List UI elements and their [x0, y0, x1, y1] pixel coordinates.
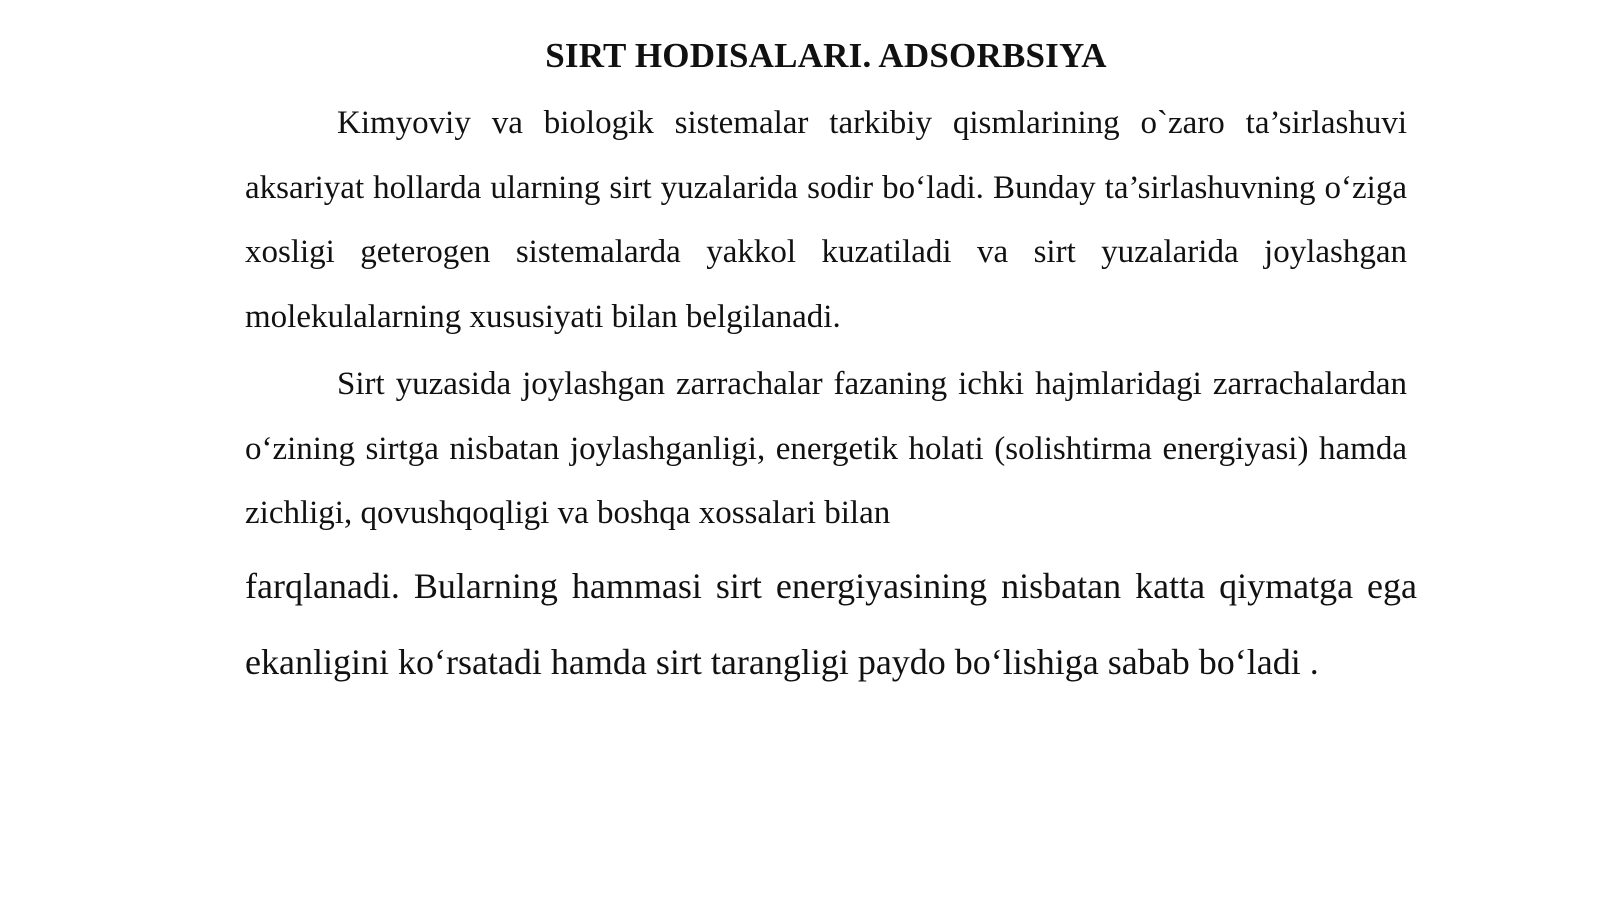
document-title: SIRT HODISALARI. ADSORBSIYA: [545, 36, 1107, 75]
paragraph-2: Sirt yuzasida joylashgan zarrachalar fazaning ichki hajmlaridagi zarrachalardan o‘zining sirtga nisbatan joylashganligi, energetik holati (solishtirma energiyasi) hamda zichligi, qovushqoqligi va boshqa xossalari bilan: [245, 366, 1407, 531]
paragraph-1: Kimyoviy va biologik sistemalar tarkibiy qismlarining o`zaro ta’sirlashuvi aksariyat hollarda ularning sirt yuzalarida sodir bo‘ladi. Bunday ta’sirlashuvning o‘ziga xosligi geterogen sistemalarda yakkol kuzatiladi va sirt yuzalarida joylashgan molekulalarning xususiyati bilan belgilanadi.: [245, 105, 1407, 335]
paragraph-2-continued: farqlanadi. Bularning hammasi sirt energiyasining nisbatan katta qiymatga ega ekanligini ko‘rsatadi hamda sirt tarangligi paydo bo‘lishiga sabab bo‘ladi .: [245, 566, 1417, 682]
